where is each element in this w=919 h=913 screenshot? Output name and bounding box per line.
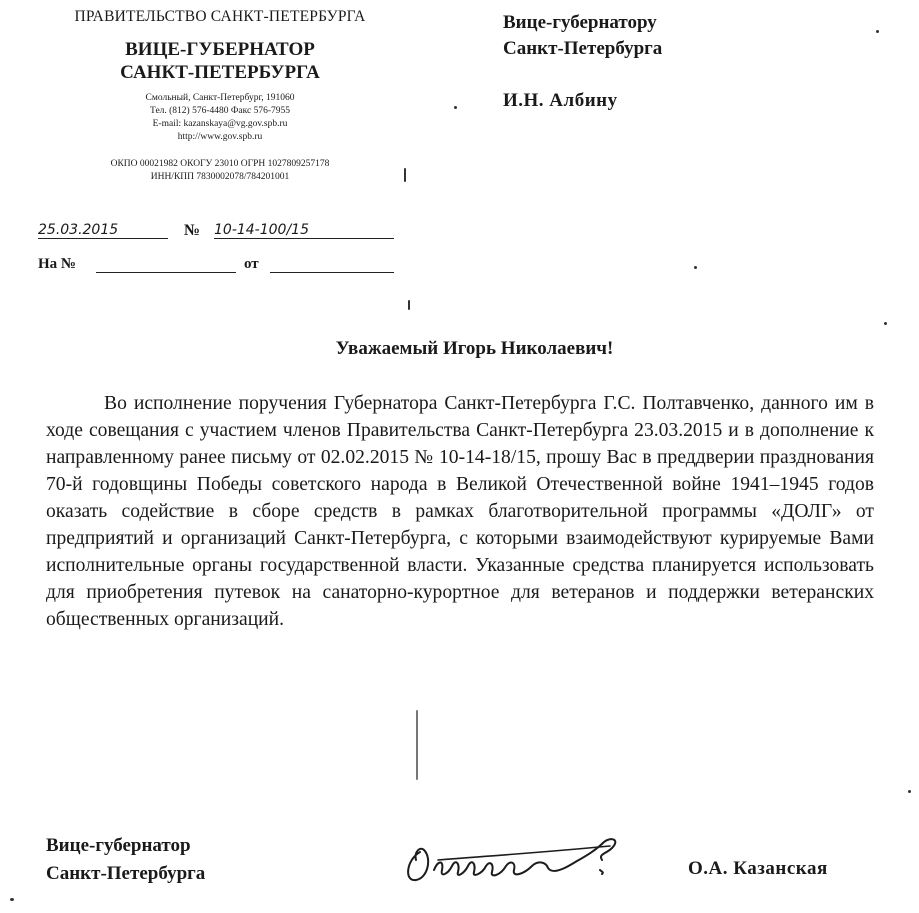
addressee-line2: Санкт-Петербурга: [503, 38, 663, 59]
registration-line: [38, 222, 398, 244]
reference-number-blank: [96, 272, 236, 273]
letterhead-phone: Тел. (812) 576-4480 Факс 576-7955: [150, 106, 290, 116]
letterhead-title: [30, 38, 410, 84]
letterhead-contacts: [30, 92, 410, 144]
addressee-line1: Вице-губернатору: [503, 12, 657, 33]
scan-speck: [876, 30, 879, 33]
scan-speck: [694, 266, 697, 269]
registration-number-label: №: [184, 222, 201, 239]
reference-label: На №: [38, 256, 76, 272]
scan-speck: [908, 790, 911, 793]
letterhead-title-line1: ВИЦЕ-ГУБЕРНАТОР: [125, 39, 315, 60]
scan-speck: [408, 300, 410, 310]
handwritten-signature: [398, 830, 638, 892]
scan-speck: [884, 322, 887, 325]
letterhead-codes-line2: ИНН/КПП 7830002078/784201001: [150, 172, 290, 182]
reference-date-blank: [270, 272, 394, 273]
letterhead-codes-line1: ОКПО 00021982 ОКОГУ 23010 ОГРН 1027809257178: [110, 159, 330, 169]
addressee: [503, 10, 662, 62]
letterhead-title-line2: САНКТ-ПЕТЕРБУРГА: [120, 62, 320, 83]
letterhead-website: http://www.gov.spb.ru: [177, 132, 263, 142]
addressee-name: И.Н. Албину: [503, 90, 618, 111]
body-paragraph: Во исполнение поручения Губернатора Санкт-Петербурга Г.С. Полтавченко, данного им в ходе совещания с участием членов Правительства Санкт-Петербурга 23.03.2015 и в дополнение к направленному ранее письму от 02.02.2015 № 10-14-18/15, прошу Вас в преддверии празднования 70-й годовщины Победы советского народа в Великой Отечественной войне 1941–1945 годов оказать содействие в сборе средств в рамках благотворительной программы «ДОЛГ» от предприятий и организаций Санкт-Петербурга, с которыми взаимодействуют курируемые Вами исполнительные органы государственной власти. Указанные средства планируется использовать для приобретения путевок на санаторно-курортное для ветеранов и поддержки ветеранских общественных организаций.: [46, 393, 874, 630]
scan-speck: [416, 710, 418, 780]
signatory-position: [46, 832, 205, 888]
reference-line: [38, 256, 398, 278]
letterhead-address: Смольный, Санкт-Петербург, 191060: [145, 93, 295, 103]
registration-date: 25.03.2015: [38, 222, 168, 239]
signatory-position-line1: Вице-губернатор: [46, 835, 191, 856]
registration-number: 10-14-100/15: [214, 222, 394, 239]
salutation: Уважаемый Игорь Николаевич!: [335, 338, 614, 359]
scan-speck: [404, 168, 406, 182]
letterhead-email: E-mail: kazanskaya@vg.gov.spb.ru: [152, 119, 288, 129]
signatory-name: О.А. Казанская: [688, 858, 828, 879]
scan-speck: [454, 106, 457, 109]
letterhead: [30, 8, 410, 184]
reference-from-label: от: [244, 256, 259, 272]
letterhead-codes: [30, 158, 410, 184]
scan-speck: [10, 898, 14, 901]
letterhead-government: ПРАВИТЕЛЬСТВО САНКТ-ПЕТЕРБУРГА: [74, 8, 366, 25]
signatory-position-line2: Санкт-Петербурга: [46, 863, 206, 884]
letter-body: [46, 390, 874, 633]
